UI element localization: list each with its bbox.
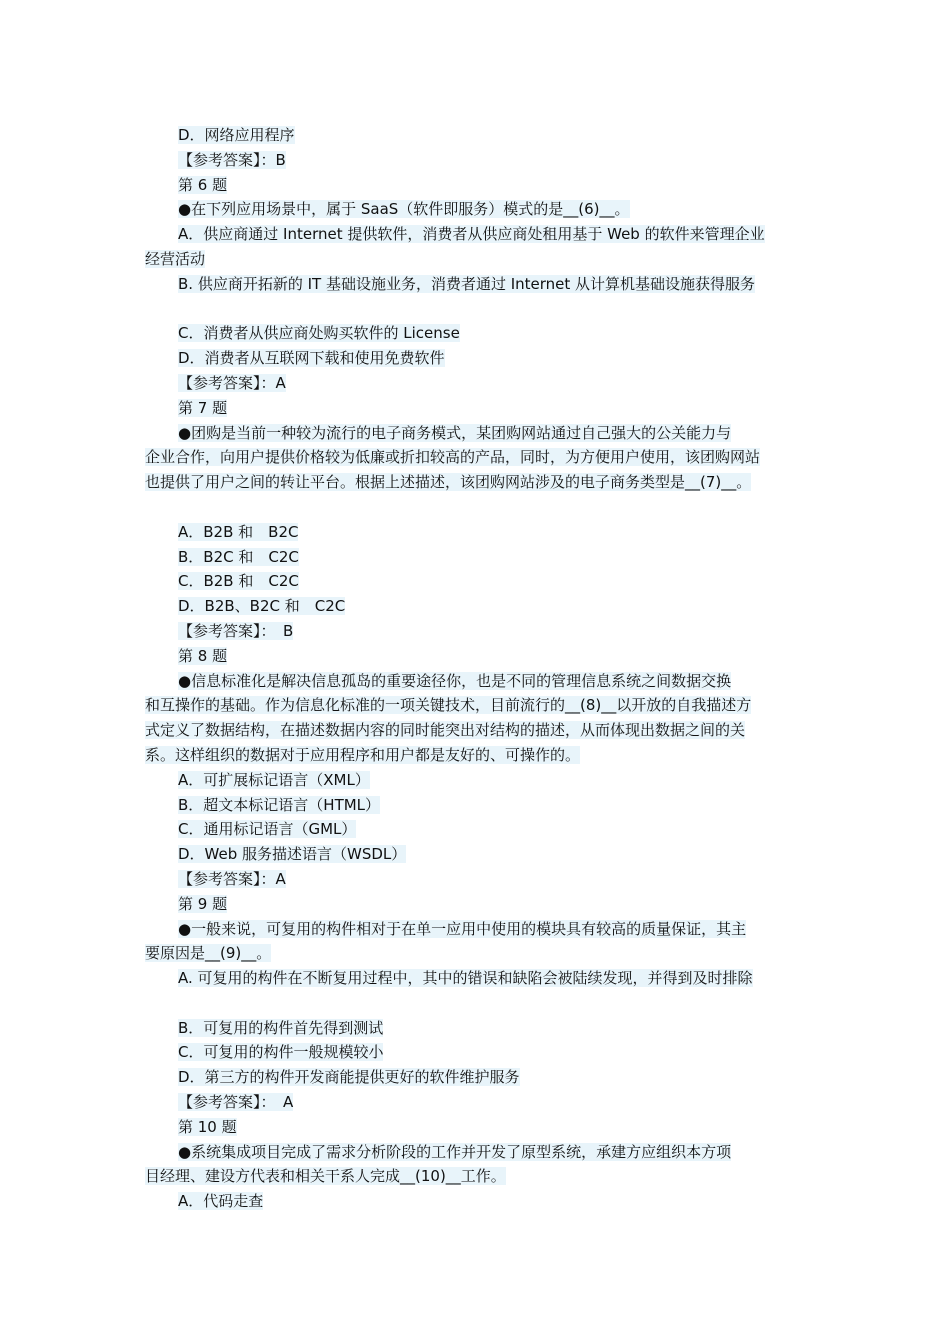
option-d: D．B2B、B2C 和 C2C	[178, 597, 346, 616]
answer-line: 【参考答案】：B	[178, 150, 286, 169]
question-stem: ●系统集成项目完成了需求分析阶段的工作并开发了原型系统，承建方应组织本方项	[178, 1142, 732, 1161]
question-stem-continued: 也提供了用户之间的转让平台。根据上述描述，该团购网站涉及的电子商务类型是__(7)__。	[145, 473, 752, 492]
answer-line: 【参考答案】： B	[178, 621, 294, 640]
option-b: B. 供应商开拓新的 IT 基础设施业务，消费者通过 Internet 从计算机基础设施获得服务	[178, 274, 756, 293]
answer-line: 【参考答案】：A	[178, 869, 286, 888]
question-stem-continued: 式定义了数据结构，在描述数据内容的同时能突出对结构的描述，从而体现出数据之间的关	[145, 721, 746, 740]
option-c: C．可复用的构件一般规模较小	[178, 1043, 384, 1062]
option-b: B．超文本标记语言（HTML）	[178, 795, 381, 814]
option-a: A．B2B 和 B2C	[178, 522, 299, 541]
question-title: 第 10 题	[178, 1117, 237, 1136]
option-d: D．消费者从互联网下载和使用免费软件	[178, 349, 445, 368]
question-title: 第 9 题	[178, 894, 228, 913]
blank-line	[145, 991, 825, 1016]
question-stem: ●信息标准化是解决信息孤岛的重要途径你，也是不同的管理信息系统之间数据交换	[178, 671, 732, 690]
option-b: B．B2C 和 C2C	[178, 547, 299, 566]
option-a-continued: 经营活动	[145, 249, 206, 268]
question-stem: ●在下列应用场景中，属于 SaaS（软件即服务）模式的是__(6)__。	[178, 200, 630, 219]
option-b: B．可复用的构件首先得到测试	[178, 1018, 384, 1037]
question-title: 第 8 题	[178, 646, 228, 665]
question-title: 第 7 题	[178, 398, 228, 417]
option-c: C．消费者从供应商处购买软件的 License	[178, 324, 460, 343]
question-stem: ●团购是当前一种较为流行的电子商务模式，某团购网站通过自己强大的公关能力与	[178, 423, 732, 442]
option-a: A．可扩展标记语言（XML）	[178, 770, 370, 789]
question-stem-continued: 企业合作，向用户提供价格较为低廉或折扣较高的产品，同时，为方便用户使用，该团购网站	[145, 448, 761, 467]
option-d: D．Web 服务描述语言（WSDL）	[178, 845, 407, 864]
option-d: D．网络应用程序	[178, 126, 295, 144]
answer-line: 【参考答案】：A	[178, 373, 286, 392]
option-a: A．代码走查	[178, 1192, 264, 1211]
option-a: A．供应商通过 Internet 提供软件，消费者从供应商处租用基于 Web 的软件来管理企业	[178, 225, 765, 244]
question-stem-continued: 要原因是__(9)__。	[145, 944, 272, 963]
option-a: A. 可复用的构件在不断复用过程中，其中的错误和缺陷会被陆续发现，并得到及时排除	[178, 969, 753, 988]
question-stem: ●一般来说，可复用的构件相对于在单一应用中使用的模块具有较高的质量保证，其主	[178, 919, 747, 938]
question-stem-continued: 系。这样组织的数据对于应用程序和用户都是友好的、可操作的。	[145, 745, 581, 764]
option-c: C．通用标记语言（GML）	[178, 820, 357, 839]
question-stem-continued: 目经理、建设方代表和相关干系人完成__(10)__工作。	[145, 1167, 506, 1186]
option-d: D．第三方的构件开发商能提供更好的软件维护服务	[178, 1068, 520, 1087]
blank-line	[145, 297, 825, 322]
question-title: 第 6 题	[178, 175, 228, 194]
blank-line	[145, 495, 825, 520]
option-c: C．B2B 和 C2C	[178, 572, 299, 591]
answer-line: 【参考答案】： A	[178, 1093, 294, 1112]
question-stem-continued: 和互操作的基础。作为信息化标准的一项关键技术，目前流行的__(8)__以开放的自我描述方	[145, 696, 752, 715]
